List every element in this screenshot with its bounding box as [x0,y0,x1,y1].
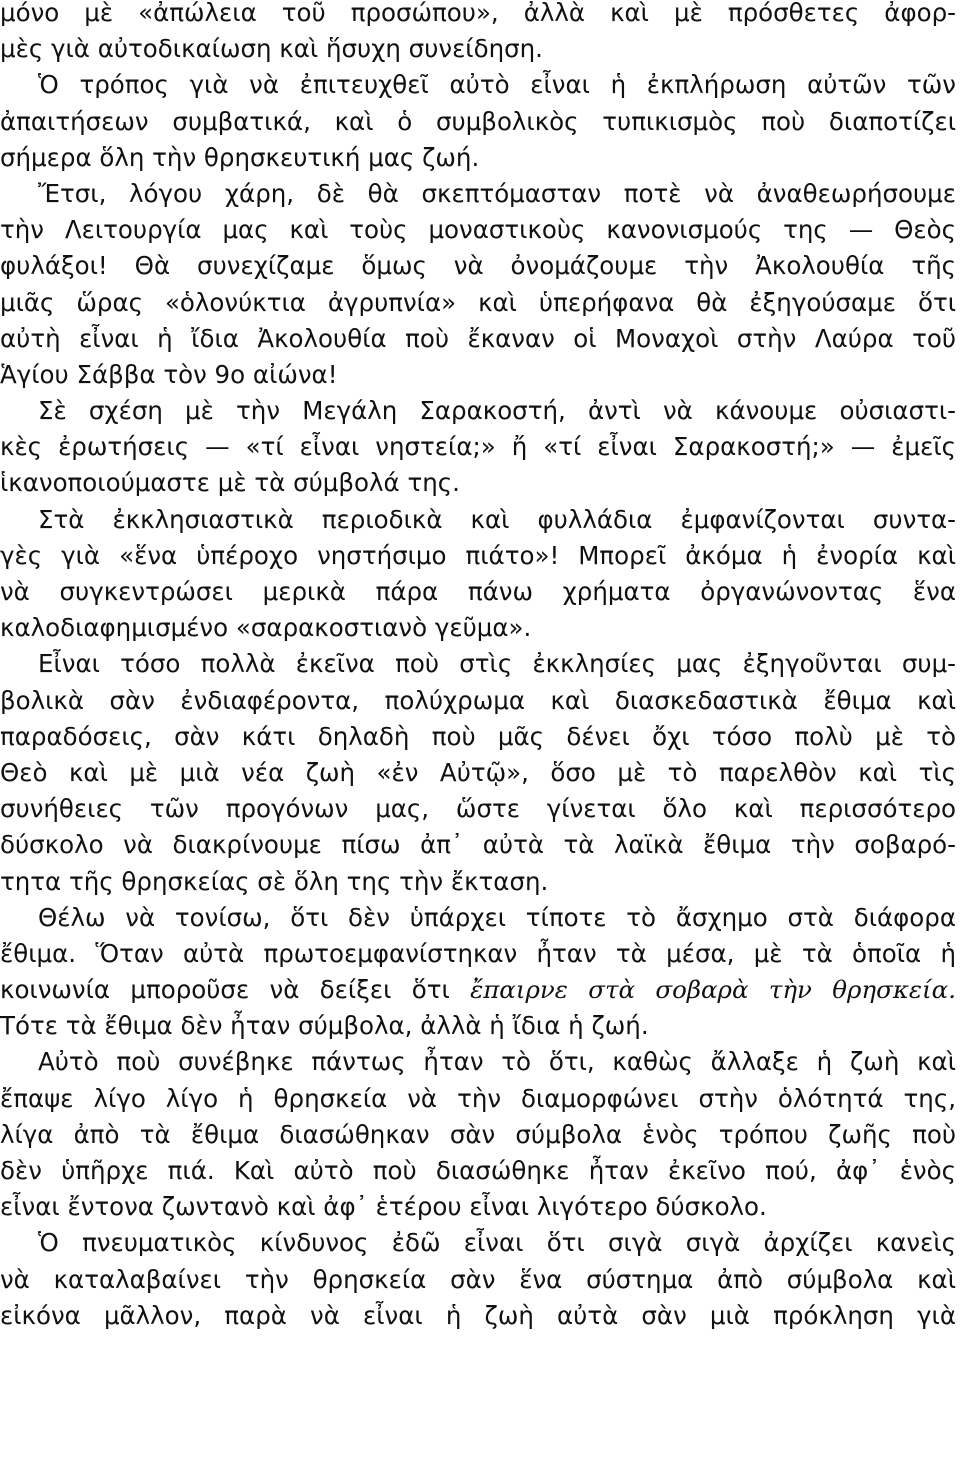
text-line-content: νὰ καταλαβαίνει τὴν θρησκεία σὰν ἕνα σύστημα ἀπὸ σύμβολα καὶ [0,1264,956,1294]
text-line [0,826,956,863]
text-line [0,428,956,465]
text-line-content: Σὲ σχέση μὲ τὴν Μεγάλη Σαρακοστή, ἀντὶ νὰ κάνουμε οὐσιαστι- [38,396,956,426]
text-line [0,1116,956,1153]
text-line [0,718,956,755]
text-line [0,103,956,140]
text-line-content: παραδόσεις, σὰν κάτι δηλαδὴ ποὺ μᾶς δένει ὄχι τόσο πολὺ μὲ τὸ [0,721,956,751]
text-line [0,645,956,682]
text-line-content: ἀπαιτήσεων συμβατικά, καὶ ὁ συμβολικὸς τυπικισμὸς ποὺ διαποτίζει [0,106,956,136]
text-line-content: καλοδιαφημισμένο «σαρακοστιανὸ γεῦμα». [0,613,532,643]
text-line [0,175,956,212]
text-line-content: τὴν Λειτουργία μας καὶ τοὺς μοναστικοὺς κανονισμούς της — Θεὸς [0,215,956,245]
text-line [0,356,956,393]
text-line [0,935,956,972]
text-line [0,247,956,284]
text-line [0,1188,956,1225]
text-line-content: βολικὰ σὰν ἐνδιαφέροντα, πολύχρωμα καὶ διασκεδαστικὰ ἔθιμα καὶ [0,685,956,715]
text-line-content: ἔπαψε λίγο λίγο ἡ θρησκεία νὰ τὴν διαμορφώνει στὴν ὁλότητά της, [0,1083,956,1113]
text-line [0,609,956,646]
text-line-content: σήμερα ὅλη τὴν θρησκευτική μας ζωή. [0,142,480,172]
text-line-content: ἔθιμα. Ὅταν αὐτὰ πρωτοεμφανίστηκαν ἦταν τὰ μέσα, μὲ τὰ ὁποῖα ἡ [0,938,956,968]
text-line [0,30,956,67]
text-line-content: κὲς ἐρωτήσεις — «τί εἶναι νηστεία;» ἤ «τί εἶναι Σαρακοστή;» — ἐμεῖς [0,432,956,462]
text-line [0,863,956,900]
text-line-content: εἰκόνα μᾶλλον, παρὰ νὰ εἶναι ἡ ζωὴ αὐτὰ σὰν μιὰ πρόκληση γιὰ [0,1300,956,1330]
text-line-content: τητα τῆς θρησκείας σὲ ὅλη της τὴν ἔκταση. [0,866,549,896]
text-line-content: μιᾶς ὥρας «ὁλονύκτια ἀγρυπνία» καὶ ὑπερήφανα θὰ ἐξηγούσαμε ὅτι [0,287,956,317]
text-line-content: δὲν ὑπῆρχε πιά. Καὶ αὐτὸ ποὺ διασώθηκε ἦταν ἐκεῖνο πού, ἀφ᾽ ἑνὸς [0,1156,956,1185]
text-line [0,464,956,501]
text-line-content: μόνο μὲ «ἀπώλεια τοῦ προσώπου», ἀλλὰ καὶ μὲ πρόσθετες ἀφορ- [0,0,956,27]
text-line-content: δύσκολο νὰ διακρίνουμε πίσω ἀπ᾽ αὐτὰ τὰ λαϊκὰ ἔθιμα τὴν σοβαρό- [0,830,956,860]
text-line [0,320,956,357]
text-line [0,1043,956,1080]
emphasized-text: ἔπαιρνε στὰ σοβαρὰ τὴν θρησκεία. [470,975,956,1005]
text-line-content: Ὁ πνευματικὸς κίνδυνος ἐδῶ εἶναι ὅτι σιγὰ σιγὰ ἀρχίζει κανεὶς [38,1228,956,1258]
text-line-content: Τότε τὰ ἔθιμα δὲν ἦταν σύμβολα, ἀλλὰ ἡ ἴδια ἡ ζωή. [0,1011,649,1041]
text-line [0,501,956,538]
text-line-content: Θεὸ καὶ μὲ μιὰ νέα ζωὴ «ἐν Αὐτῷ», ὅσο μὲ τὸ παρελθὸν καὶ τὶς [0,757,956,787]
text-line [0,211,956,248]
text-line [0,0,956,31]
text-line-content: εἶναι ἔντονα ζωντανὸ καὶ ἀφ᾽ ἑτέρου εἶναι λιγότερο δύσκολο. [0,1192,767,1222]
text-line [0,392,956,429]
text-line [0,573,956,610]
text-line [0,1224,956,1261]
text-line [0,899,956,936]
text-line-content: φυλάξοι! Θὰ συνεχίζαμε ὅμως νὰ ὀνομάζουμε τὴν Ἀκολουθία τῆς [0,251,956,281]
text-line [0,971,956,1008]
text-line [0,1261,956,1298]
text-line-content: νὰ συγκεντρώσει μερικὰ πάρα πάνω χρήματα ὀργανώνοντας ἕνα [0,577,956,606]
text-line [0,1080,956,1117]
text-line-content: συνήθειες τῶν προγόνων μας, ὥστε γίνεται ὅλο καὶ περισσότερο [0,794,956,824]
text-line-content: Στὰ ἐκκλησιαστικὰ περιοδικὰ καὶ φυλλάδια ἐμφανίζονται συντα- [38,504,956,534]
text-line-content: λίγα ἀπὸ τὰ ἔθιμα διασώθηκαν σὰν σύμβολα ἑνὸς τρόπου ζωῆς ποὺ [0,1119,956,1149]
text-line [0,754,956,791]
text-line [0,1152,956,1189]
text-line-content: αὐτὴ εἶναι ἡ ἴδια Ἀκολουθία ποὺ ἔκαναν οἱ Μοναχοὶ στὴν Λαύρα τοῦ [0,323,956,353]
text-line [0,790,956,827]
text-line-content: Ἁγίου Σάββα τὸν 9ο αἰώνα! [0,359,338,389]
text-line-content: Ὁ τρόπος γιὰ νὰ ἐπιτευχθεῖ αὐτὸ εἶναι ἡ ἐκπλήρωση αὐτῶν τῶν [38,70,956,100]
text-line-content: Εἶναι τόσο πολλὰ ἐκεῖνα ποὺ στὶς ἐκκλησίες μας ἐξηγοῦνται συμ- [38,649,956,679]
text-line [0,1007,956,1044]
text-line-content: μὲς γιὰ αὐτοδικαίωση καὶ ἥσυχη συνείδηση. [0,34,543,64]
text-line [0,682,956,719]
text-line [0,284,956,321]
text-line-content: Ἔτσι, λόγου χάρη, δὲ θὰ σκεπτόμασταν ποτὲ νὰ ἀναθεωρήσουμε [38,178,956,208]
text-line-content: Αὐτὸ ποὺ συνέβηκε πάντως ἦταν τὸ ὅτι, καθὼς ἄλλαξε ἡ ζωὴ καὶ [38,1047,956,1077]
text-line-content: ἱκανοποιούμαστε μὲ τὰ σύμβολά της. [0,468,460,498]
text-line-content: γὲς γιὰ «ἕνα ὑπέροχο νηστήσιμο πιάτο»! Μπορεῖ ἀκόμα ἡ ἐνορία καὶ [0,540,956,570]
text-line-content: Θέλω νὰ τονίσω, ὅτι δὲν ὑπάρχει τίποτε τὸ ἄσχημο στὰ διάφορα [38,902,956,932]
text-line-content: κοινωνία μποροῦσε νὰ δείξει ὅτι [0,975,471,1005]
text-line [0,66,956,103]
text-line [0,139,956,176]
text-line [0,1297,956,1334]
text-line [0,537,956,574]
